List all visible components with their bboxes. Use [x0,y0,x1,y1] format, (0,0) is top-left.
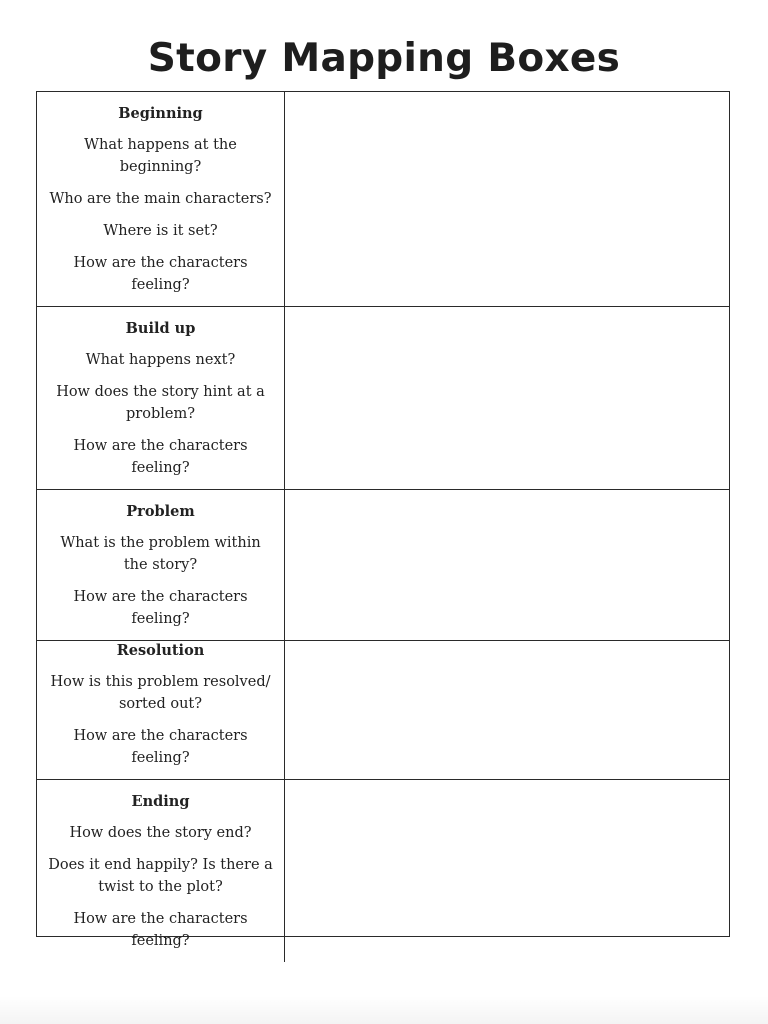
question: How does the story end? [69,825,252,841]
prompt-cell-build-up [37,307,285,489]
section-heading-problem: Problem [126,503,195,520]
row-ending [37,780,729,962]
section-heading-build-up: Build up [125,320,196,337]
question: What happens at the beginning? [84,137,237,175]
question: Who are the main characters? [49,191,272,207]
question: How are the characters feeling? [73,728,248,766]
page-title: Story Mapping Boxes [147,36,621,81]
question: Where is it set? [103,223,218,239]
prompt-cell-beginning [37,92,285,306]
answer-box-problem[interactable] [285,490,729,640]
question: How is this problem resolved/ sorted out? [50,674,271,712]
section-heading-ending: Ending [131,793,190,810]
section-heading-beginning: Beginning [118,105,203,122]
question: How does the story hint at a problem? [56,384,265,422]
answer-box-build-up[interactable] [285,307,729,489]
prompt-cell-resolution [37,641,285,779]
row-beginning [37,92,729,307]
row-build-up [37,307,729,490]
question: Does it end happily? Is there a twist to the plot? [48,857,273,895]
question: How are the characters feeling? [73,911,248,949]
section-heading-resolution: Resolution [116,642,205,659]
row-problem [37,490,729,641]
answer-box-beginning[interactable] [285,92,729,306]
question: How are the characters feeling? [73,589,248,627]
question: What happens next? [85,352,236,368]
question: How are the characters feeling? [73,255,248,293]
answer-box-resolution[interactable] [285,641,729,779]
story-map-table [36,91,730,949]
prompt-cell-ending [37,780,285,962]
page-bottom-shadow [0,996,768,1024]
question: How are the characters feeling? [73,438,248,476]
row-resolution [37,641,729,780]
answer-box-ending[interactable] [285,780,729,962]
prompt-cell-problem [37,490,285,640]
question: What is the problem within the story? [60,535,261,573]
